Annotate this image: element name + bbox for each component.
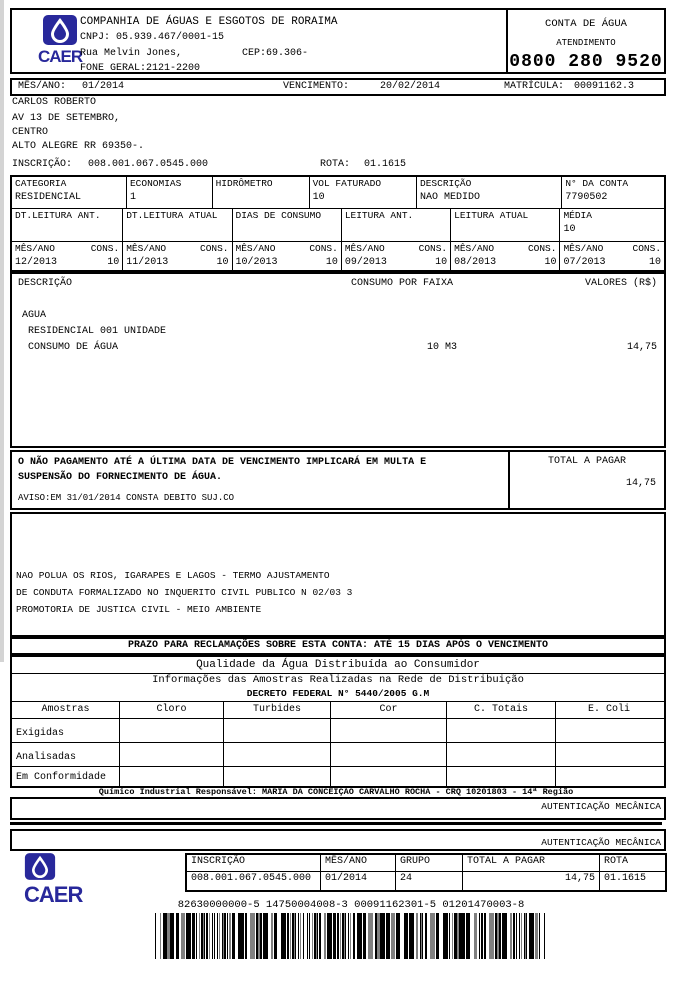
meter-row-category (12, 177, 664, 209)
company-cnpj: CNPJ: 05.939.467/0001-15 (80, 32, 225, 43)
warning-line-1: O NÃO PAGAMENTO ATÉ A ÚLTIMA DATA DE VENCIMENTO IMPLICARÁ EM MULTA E (18, 457, 427, 468)
col-label: LEITURA ANT. (344, 210, 414, 221)
caer-logo (38, 14, 82, 64)
total-value: 14,75 (625, 478, 656, 489)
auth-box-1 (10, 797, 666, 820)
col-label: VOL FATURADO (312, 178, 382, 189)
service-phone: 0800 280 9520 (509, 52, 663, 72)
water-drop-icon (24, 851, 56, 882)
hist-cons: 10 (216, 257, 229, 268)
quality-row-label: Exigidas (16, 728, 65, 739)
col-value: RESIDENCIAL (15, 192, 82, 203)
auth-label: AUTENTICAÇÃO MECÂNICA (541, 801, 661, 812)
bill-type-title: CONTA DE ÁGUA (545, 18, 627, 30)
reference-bar (10, 78, 666, 96)
quality-row-label: Em Conformidade (16, 772, 107, 783)
stub-col-label: ROTA (604, 856, 629, 867)
inscricao-label: INSCRIÇÃO: (12, 159, 73, 170)
stub-col-value: 24 (396, 872, 463, 890)
quality-subtitle-1: Informações das Amostras Realizadas na Rede de Distribuição (152, 674, 524, 686)
notice-line: DE CONDUTA FORMALIZADO NO INQUERITO CIVIL PUBLICO N 02/03 3 (16, 587, 353, 598)
col-label: DT.LEITURA ATUAL (126, 210, 218, 221)
caer-logo-text: CAER (38, 47, 83, 66)
company-cep: CEP:69.306- (242, 48, 309, 59)
hist-cons-label: CONS. (632, 243, 662, 254)
stub-col-value: 008.001.067.0545.000 (187, 872, 321, 890)
vencimento-value: 20/02/2014 (380, 81, 441, 92)
hist-mes: 12/2013 (15, 257, 58, 268)
caer-logo-text: CAER (24, 882, 83, 907)
stub-col-label: GRUPO (396, 855, 463, 871)
meter-table (10, 175, 666, 272)
payment-box (10, 450, 666, 510)
charge-valor: 14,75 (626, 342, 657, 353)
stub-col-label: TOTAL A PAGAR (463, 855, 600, 871)
charge-desc: CONSUMO DE ÁGUA (28, 342, 119, 353)
stub-col-value: 01.1615 (604, 873, 647, 884)
quality-col: C. Totais (447, 702, 556, 718)
matricula-value: 00091162.3 (574, 81, 635, 92)
stub-col-value: 14,75 (463, 872, 600, 890)
col-label: N° DA CONTA (565, 178, 629, 189)
hist-cons-label: CONS. (418, 243, 448, 254)
quality-box (10, 655, 666, 788)
col-value: 10 (563, 224, 576, 235)
customer-address-1: AV 13 DE SETEMBRO, (12, 113, 121, 124)
hist-mes: 08/2013 (454, 257, 497, 268)
prazo-bar: PRAZO PARA RECLAMAÇÕES SOBRE ESTA CONTA: ATÉ 15 DIAS APÓS O VENCIMENTO (10, 637, 666, 655)
mes-ano-value: 01/2014 (82, 81, 125, 92)
total-pane (508, 452, 664, 508)
stub-col-label: INSCRIÇÃO (187, 855, 321, 871)
header-company-pane (12, 10, 506, 72)
charges-box (10, 272, 666, 448)
customer-address-3: ALTO ALEGRE RR 69350-. (12, 141, 145, 152)
quality-col: Amostras (12, 702, 120, 718)
charges-col-faixa: CONSUMO POR FAIXA (350, 278, 454, 289)
hist-cons: 10 (325, 257, 338, 268)
water-drop-icon (42, 14, 78, 46)
col-label: CATEGORIA (15, 178, 67, 189)
hist-mes-label: MÊS/ANO (235, 243, 276, 254)
notices-box (10, 512, 666, 637)
rota-value: 01.1615 (364, 159, 407, 170)
mes-ano-label: MÊS/ANO: (18, 81, 67, 92)
customer-address-2: CENTRO (12, 127, 49, 138)
warning-line-2: SUSPENSÃO DO FORNECIMENTO DE ÁGUA. (18, 472, 223, 483)
quality-data-row (12, 743, 664, 767)
service-label: ATENDIMENTO (556, 38, 616, 48)
hist-mes-label: MÊS/ANO (126, 243, 167, 254)
charge-line (12, 326, 664, 342)
stub-value-row (187, 872, 665, 890)
stub-col-label: MÊS/ANO (321, 855, 396, 871)
caer-logo-stub (24, 851, 108, 907)
quality-col: E. Coli (587, 704, 630, 715)
stub-table (185, 853, 667, 892)
hist-cons: 10 (107, 257, 120, 268)
col-label: ECONOMIAS (129, 178, 182, 189)
meter-row-history (12, 242, 664, 270)
hist-cons-label: CONS. (200, 243, 229, 254)
payment-warning-pane (12, 452, 508, 508)
quality-row-label: Analisadas (16, 752, 77, 763)
company-name: COMPANHIA DE ÁGUAS E ESGOTOS DE RORAIMA (80, 16, 338, 28)
quality-col: Turbides (224, 702, 331, 718)
auth-label: AUTENTICAÇÃO MECÂNICA (541, 837, 661, 848)
scan-edge (0, 0, 4, 662)
stub-col-value: 01/2014 (321, 872, 396, 890)
quality-col: Cloro (120, 702, 224, 718)
barcode-digits: 82630000000-5 14750004008-3 00091162301-5 01201470003-8 (177, 899, 525, 911)
hist-mes-label: MÊS/ANO (454, 243, 495, 254)
aviso-line: AVISO:EM 31/01/2014 CONSTA DEBITO SUJ.CO (18, 493, 235, 503)
stub-header-row (187, 855, 665, 872)
quality-data-row (12, 719, 664, 743)
hist-mes: 09/2013 (344, 257, 387, 268)
quality-subtitle-2: DECRETO FEDERAL N° 5440/2005 G.M (246, 688, 430, 699)
matricula-label: MATRÍCULA: (504, 81, 565, 92)
col-label: DIAS DE CONSUMO (235, 210, 322, 221)
customer-name: CARLOS ROBERTO (12, 97, 97, 108)
hist-mes-label: MÊS/ANO (15, 243, 55, 254)
notice-line: NAO POLUA OS RIOS, IGARAPES E LAGOS - TERMO AJUSTAMENTO (16, 570, 330, 581)
charge-line (12, 310, 664, 326)
charge-desc: RESIDENCIAL 001 UNIDADE (28, 326, 167, 337)
hist-cons-label: CONS. (527, 243, 557, 254)
charges-col-valores: VALORES (R$) (584, 278, 657, 289)
hist-cons: 10 (435, 257, 448, 268)
notice-line: PROMOTORIA DE JUSTICA CIVIL - MEIO AMBIENTE (16, 604, 262, 615)
charge-faixa: 10 M3 (426, 342, 457, 353)
col-value: 10 (312, 192, 325, 203)
charge-desc: AGUA (22, 310, 47, 321)
company-street: Rua Melvin Jones, (80, 48, 183, 59)
col-label: DESCRIÇÃO (420, 178, 472, 189)
auth-box-2 (10, 829, 666, 851)
hist-mes: 07/2013 (563, 257, 606, 268)
meter-row-readings (12, 209, 664, 242)
hist-cons: 10 (649, 257, 662, 268)
hist-cons-label: CONS. (90, 243, 120, 254)
quality-header-row (12, 702, 664, 719)
col-label: LEITURA ATUAL (454, 210, 529, 221)
rota-label: ROTA: (320, 159, 351, 170)
header-service-pane (506, 10, 664, 72)
barcode (155, 913, 547, 959)
col-value: 7790502 (565, 192, 608, 203)
tear-line (10, 822, 662, 825)
inscricao-value: 008.001.067.0545.000 (88, 159, 209, 170)
quality-col: Cor (331, 702, 447, 718)
hist-mes-label: MÊS/ANO (344, 243, 385, 254)
hist-mes: 10/2013 (235, 257, 278, 268)
quality-data-row (12, 767, 664, 786)
total-label: TOTAL A PAGAR (547, 456, 626, 467)
hist-cons-label: CONS. (309, 243, 338, 254)
header-box (10, 8, 666, 74)
hist-cons: 10 (544, 257, 557, 268)
hist-mes: 11/2013 (126, 257, 169, 268)
hist-mes-label: MÊS/ANO (563, 243, 604, 254)
col-label: HIDRÔMETRO (215, 178, 273, 189)
col-label: MÉDIA (563, 210, 592, 221)
col-label: DT.LEITURA ANT. (15, 210, 101, 221)
quality-subtitle (12, 674, 664, 702)
company-phone: FONE GERAL:2121-2200 (80, 63, 201, 74)
col-value: NAO MEDIDO (420, 192, 481, 203)
charge-line (12, 342, 664, 358)
chemist-line: Químico Industrial Responsável: MARIA DA CONCEIÇÃO CARVALHO ROCHA - CRQ 10201803 - 14ª Região (98, 787, 574, 797)
quality-title: Qualidade da Água Distribuída ao Consumidor (12, 657, 664, 674)
vencimento-label: VENCIMENTO: (283, 81, 350, 92)
charges-col-desc: DESCRIÇÃO (18, 278, 73, 289)
col-value: 1 (129, 192, 136, 203)
